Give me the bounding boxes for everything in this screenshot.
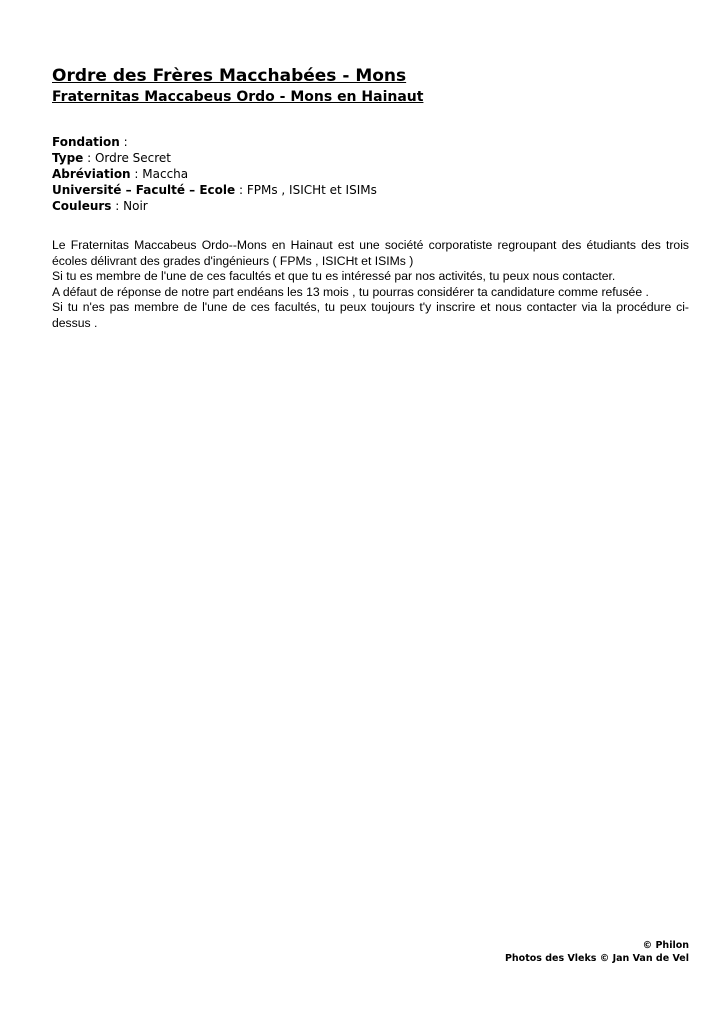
info-label: Université – Faculté – Ecole xyxy=(52,183,236,197)
body-paragraph: A défaut de réponse de notre part endéans les 13 mois , tu pourras considérer ta candidature comme refusée . xyxy=(52,284,649,299)
info-separator: : xyxy=(83,151,95,165)
info-separator: : xyxy=(235,183,247,197)
body-text xyxy=(52,238,689,332)
info-label: Couleurs xyxy=(52,199,112,213)
info-value: FPMs , ISICHt et ISIMs xyxy=(246,183,377,197)
info-separator: : xyxy=(130,167,143,181)
info-value: Maccha xyxy=(142,167,189,181)
info-label: Abréviation xyxy=(52,167,131,181)
info-item-couleurs xyxy=(52,198,377,214)
info-value: Noir xyxy=(123,199,148,213)
info-separator: : xyxy=(111,199,124,213)
info-item-fondation xyxy=(52,134,377,150)
info-item-universite xyxy=(52,182,377,198)
body-paragraph: Si tu es membre de l'une de ces facultés et que tu es intéressé par nos activités, tu peux nous contacter. xyxy=(52,269,616,284)
info-list xyxy=(52,134,377,214)
info-value: Ordre Secret xyxy=(94,151,171,165)
body-paragraph: Le Fraternitas Maccabeus Ordo--Mons en Hainaut est une société corporatiste regroupant des étudiants des trois écoles délivrant des grades d'ingénieurs ( FPMs , ISICHt et ISIMs ) xyxy=(52,238,689,268)
info-item-abreviation xyxy=(52,166,377,182)
page-subtitle: Fraternitas Maccabeus Ordo - Mons en Hainaut xyxy=(52,89,424,105)
info-label: Fondation xyxy=(52,135,120,149)
page-title: Ordre des Frères Macchabées - Mons xyxy=(52,66,407,86)
info-separator: : xyxy=(119,135,128,149)
info-label: Type xyxy=(52,151,84,165)
credit-photos: Photos des Vleks © Jan Van de Vel xyxy=(504,953,689,964)
footer-credits xyxy=(505,939,689,965)
info-item-type xyxy=(52,150,377,166)
credit-author: © Philon xyxy=(642,940,689,951)
body-paragraph: Si tu n'es pas membre de l'une de ces facultés, tu peux toujours t'y inscrire et nous contacter via la procédure ci-dessus . xyxy=(52,300,689,330)
